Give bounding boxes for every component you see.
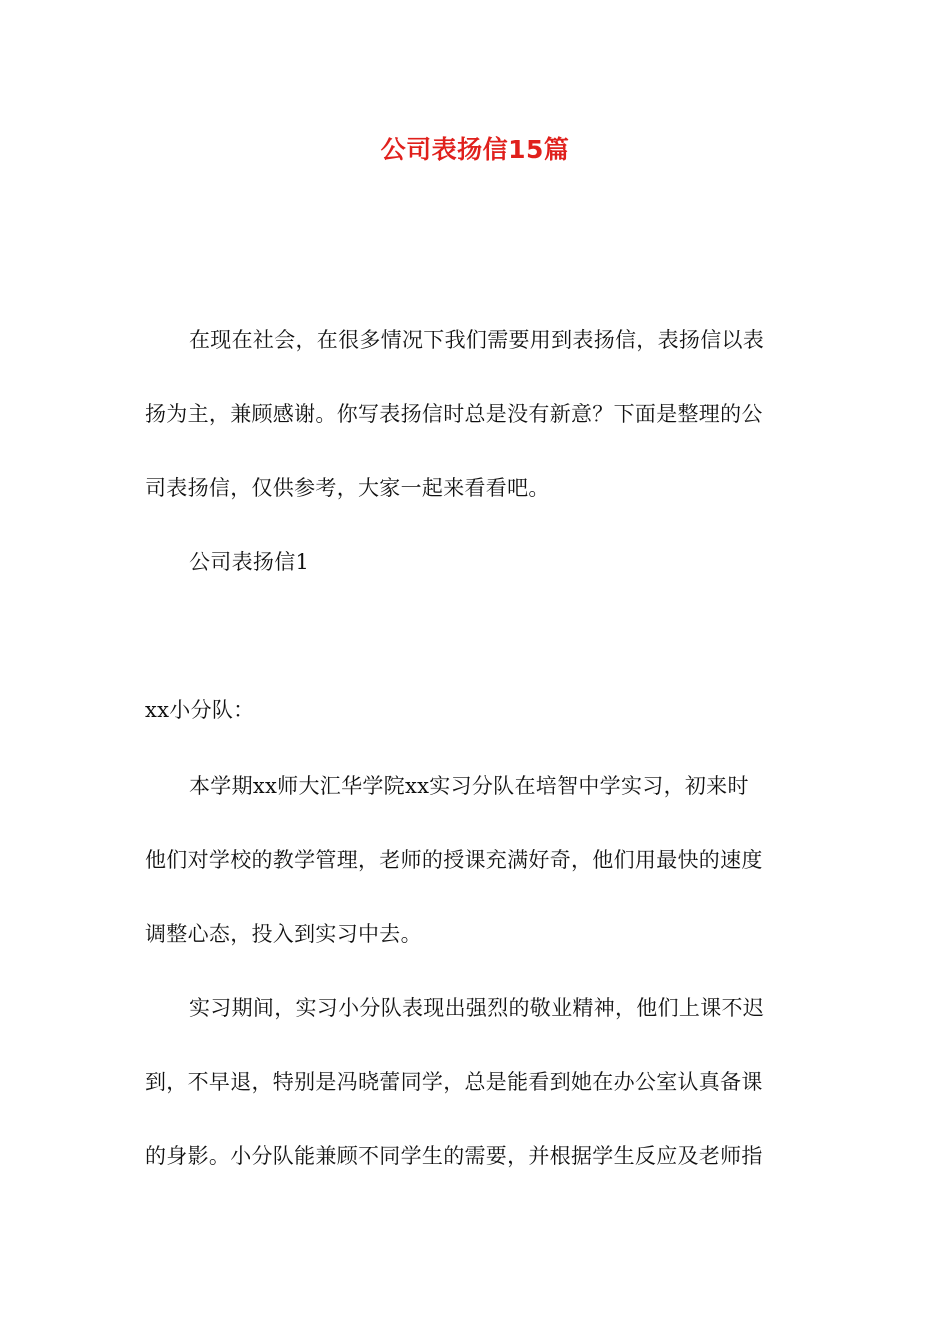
text-line: 本学期xx师大汇华学院xx实习分队在培智中学实习，初来时 (189, 774, 749, 798)
text-line: 他们对学校的教学管理，老师的授课充满好奇，他们用最快的速度 (145, 848, 763, 872)
text-line: 司表扬信，仅供参考，大家一起来看看吧。 (145, 476, 550, 500)
salutation: xx小分队： (145, 698, 255, 722)
text-line: 的身影。小分队能兼顾不同学生的需要，并根据学生反应及老师指 (145, 1144, 763, 1168)
text-line: 到，不早退，特别是冯晓蕾同学，总是能看到她在办公室认真备课 (145, 1070, 763, 1094)
body-paragraph-1 (145, 749, 805, 971)
text-line: 调整心态，投入到实习中去。 (145, 922, 422, 946)
salutation-block (145, 673, 805, 747)
text-line: 在现在社会，在很多情况下我们需要用到表扬信，表扬信以表 (189, 328, 765, 352)
text-line: 扬为主，兼顾感谢。你写表扬信时总是没有新意？下面是整理的公 (145, 402, 763, 426)
section-heading-block (145, 525, 805, 599)
document-title: 公司表扬信15篇 (380, 135, 570, 164)
text-line: 实习期间，实习小分队表现出强烈的敬业精神，他们上课不迟 (189, 996, 765, 1020)
section-heading: 公司表扬信1 (189, 550, 310, 574)
intro-paragraph (145, 303, 805, 525)
body-paragraph-2 (145, 971, 805, 1193)
